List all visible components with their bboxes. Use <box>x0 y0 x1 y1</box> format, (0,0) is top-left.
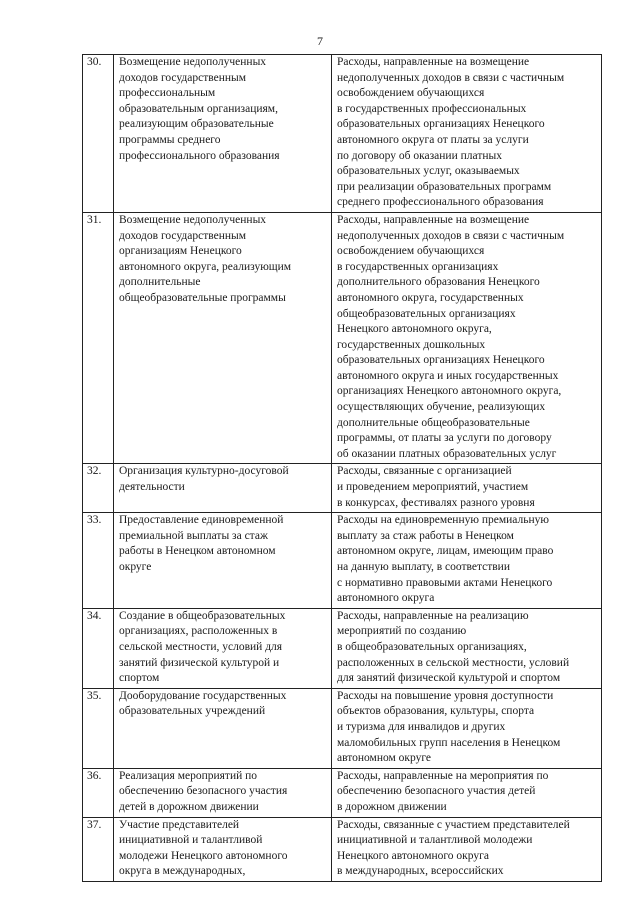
expense-description-cell <box>332 464 602 513</box>
row-number: 33. <box>83 513 114 609</box>
expense-name-line: инициативной и талантливой <box>119 834 263 847</box>
expense-name-line: доходов государственным <box>119 229 247 242</box>
expense-description-line: освобождением обучающихся <box>337 245 485 258</box>
expense-description-line: общеобразовательных организациях <box>337 307 516 320</box>
expense-description-cell <box>332 608 602 688</box>
expense-table <box>82 54 602 882</box>
expense-name-line: доходов государственным <box>119 71 247 84</box>
expense-description-line: Расходы, направленные на возмещение <box>337 56 530 68</box>
expense-description-line: в конкурсах, фестивалях разного уровня <box>337 496 535 509</box>
expense-description-line: автономном округе <box>337 752 432 765</box>
expense-name-line: автономного округа, реализующим <box>119 260 292 273</box>
table-row <box>83 817 602 881</box>
expense-name-line: дополнительные <box>119 276 201 289</box>
expense-description-cell <box>332 768 602 817</box>
expense-description-line: автономном округе, лицам, имеющим право <box>337 545 554 558</box>
expense-description-line: государственных дошкольных <box>337 338 486 351</box>
expense-description-line: Расходы, связанные с организацией <box>337 465 512 478</box>
expense-name-line: сельской местности, условий для <box>119 640 283 653</box>
expense-name-line: организациях, расположенных в <box>119 625 278 638</box>
row-number: 31. <box>83 212 114 464</box>
expense-description-line: в общеобразовательных организациях, <box>337 640 527 653</box>
expense-description-line: образовательных услуг, оказываемых <box>337 165 520 178</box>
expense-description-line: об оказании платных образовательных услуг <box>337 447 557 460</box>
expense-name-cell <box>114 55 332 213</box>
expense-name-line: округа в международных, <box>119 865 246 878</box>
table-row <box>83 688 602 768</box>
expense-description-cell <box>332 55 602 213</box>
expense-description-line: Расходы на повышение уровня доступности <box>337 689 554 702</box>
expense-description-line: в государственных организациях <box>337 260 499 273</box>
expense-name-cell <box>114 608 332 688</box>
expense-description-line: Ненецкого автономного округа <box>337 849 489 862</box>
table-row <box>83 464 602 513</box>
expense-name-line: Дооборудование государственных <box>119 689 287 702</box>
expense-description-line: недополученных доходов в связи с частичным <box>337 71 565 84</box>
expense-name-line: молодежи Ненецкого автономного <box>119 849 288 862</box>
expense-description-line: и проведением мероприятий, участием <box>337 481 529 494</box>
expense-description-cell <box>332 212 602 464</box>
expense-name-line: обеспечению безопасного участия <box>119 785 288 798</box>
expense-name-line: профессионального образования <box>119 149 280 162</box>
expense-description-line: программы, от платы за услуги по договору <box>337 432 552 445</box>
expense-description-line: при реализации образовательных программ <box>337 180 552 193</box>
expense-description-line: организациях Ненецкого автономного округа, <box>337 385 562 398</box>
table-row <box>83 212 602 464</box>
expense-description-line: объектов образования, культуры, спорта <box>337 705 535 718</box>
expense-description-line: осуществляющих обучение, реализующих <box>337 401 546 414</box>
expense-name-line: образовательных учреждений <box>119 705 266 718</box>
expense-description-line: по договору об оказании платных <box>337 149 502 162</box>
expense-description-line: с нормативно правовыми актами Ненецкого <box>337 576 553 589</box>
expense-description-line: автономного округа и иных государственных <box>337 369 559 382</box>
expense-description-line: Расходы, направленные на возмещение <box>337 213 530 226</box>
expense-description-line: недополученных доходов в связи с частичным <box>337 229 565 242</box>
expense-name-line: Возмещение недополученных <box>119 56 267 68</box>
expense-name-line: Реализация мероприятий по <box>119 769 258 782</box>
expense-description-line: обеспечению безопасного участия детей <box>337 785 536 798</box>
row-number: 32. <box>83 464 114 513</box>
expense-name-line: Возмещение недополученных <box>119 213 267 226</box>
table-row <box>83 55 602 213</box>
expense-description-line: Расходы, направленные на мероприятия по <box>337 769 549 782</box>
expense-name-line: занятий физической культурой и <box>119 656 280 669</box>
expense-description-line: образовательных организациях Ненецкого <box>337 354 545 367</box>
expense-description-cell <box>332 688 602 768</box>
row-number: 36. <box>83 768 114 817</box>
expense-name-line: реализующим образовательные <box>119 118 274 131</box>
expense-name-line: детей в дорожном движении <box>119 800 259 813</box>
expense-name-cell <box>114 212 332 464</box>
expense-description-line: Расходы на единовременную премиальную <box>337 514 549 527</box>
expense-name-line: Создание в общеобразовательных <box>119 609 286 622</box>
expense-name-line: спортом <box>119 672 160 685</box>
row-number: 35. <box>83 688 114 768</box>
expense-description-line: для занятий физической культурой и спортом <box>337 672 561 685</box>
expense-name-cell <box>114 464 332 513</box>
expense-description-line: дополнительные общеобразовательные <box>337 416 530 429</box>
expense-description-line: в государственных профессиональных <box>337 102 527 115</box>
expense-description-line: Ненецкого автономного округа, <box>337 323 492 336</box>
expense-name-line: организациям Ненецкого <box>119 245 242 258</box>
expense-name-line: профессиональным <box>119 87 216 100</box>
page-number: 7 <box>317 34 323 48</box>
table-row <box>83 768 602 817</box>
expense-name-line: программы среднего <box>119 133 221 146</box>
expense-description-line: мероприятий по созданию <box>337 625 467 638</box>
expense-description-line: автономного округа <box>337 592 435 605</box>
expense-name-line: образовательным организациям, <box>119 102 278 115</box>
expense-description-line: автономного округа от платы за услуги <box>337 133 529 146</box>
expense-description-line: Расходы, связанные с участием представителей <box>337 818 570 831</box>
table-row <box>83 513 602 609</box>
expense-description-line: расположенных в сельской местности, условий <box>337 656 570 669</box>
expense-description-line: освобождением обучающихся <box>337 87 485 100</box>
expense-name-cell <box>114 768 332 817</box>
expense-name-line: Организация культурно-досуговой <box>119 465 289 478</box>
expense-name-line: общеобразовательные программы <box>119 291 286 304</box>
expense-description-line: автономного округа, государственных <box>337 291 524 304</box>
expense-name-cell <box>114 817 332 881</box>
expense-table-body <box>83 55 602 882</box>
expense-description-line: образовательных организациях Ненецкого <box>337 118 545 131</box>
expense-description-line: на данную выплату, в соответствии <box>337 561 510 573</box>
expense-name-line: Участие представителей <box>119 818 240 831</box>
expense-description-line: и туризма для инвалидов и других <box>337 720 506 733</box>
expense-name-line: премиальной выплаты за стаж <box>119 529 268 542</box>
expense-description-cell <box>332 817 602 881</box>
expense-name-cell <box>114 513 332 609</box>
table-row <box>83 608 602 688</box>
expense-description-line: маломобильных групп населения в Ненецком <box>337 736 561 749</box>
expense-name-line: работы в Ненецком автономном <box>119 545 276 558</box>
expense-description-line: дополнительного образования Ненецкого <box>337 276 540 289</box>
expense-description-line: инициативной и талантливой молодежи <box>337 834 533 847</box>
expense-description-line: выплату за стаж работы в Ненецком <box>337 529 514 542</box>
row-number: 30. <box>83 55 114 213</box>
expense-description-line: в дорожном движении <box>337 800 447 813</box>
expense-name-cell <box>114 688 332 768</box>
expense-description-line: Расходы, направленные на реализацию <box>337 609 529 622</box>
row-number: 34. <box>83 608 114 688</box>
row-number: 37. <box>83 817 114 881</box>
expense-description-line: в международных, всероссийских <box>337 865 504 878</box>
expense-name-line: округе <box>119 561 152 573</box>
expense-name-line: Предоставление единовременной <box>119 514 284 527</box>
expense-name-line: деятельности <box>119 481 185 494</box>
expense-description-cell <box>332 513 602 609</box>
expense-description-line: среднего профессионального образования <box>337 196 544 209</box>
